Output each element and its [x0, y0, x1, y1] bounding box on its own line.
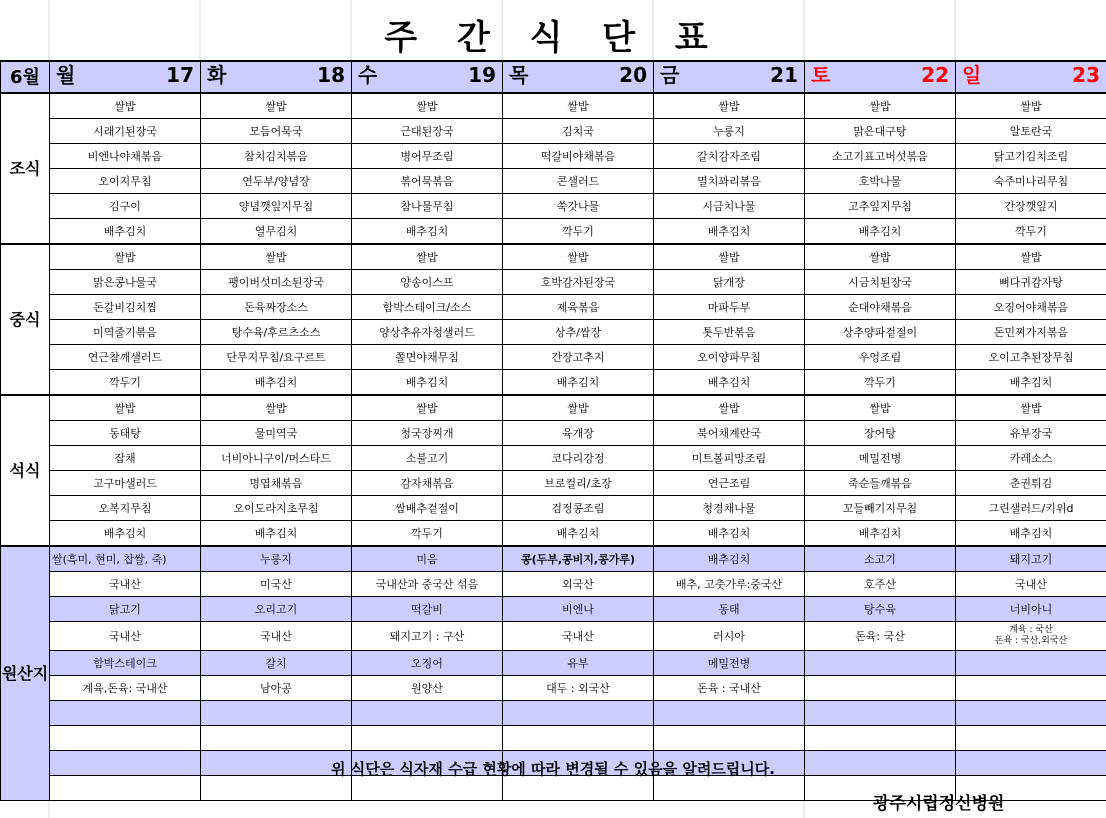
menu-row: [1, 345, 1106, 370]
menu-cell-fri: 연근조림: [654, 471, 805, 496]
menu-cell-sun: 쌀밥: [956, 244, 1106, 270]
menu-cell-sun: 숙주미나리무침: [956, 169, 1106, 194]
menu-cell-sun: 오이고추된장무침: [956, 345, 1106, 370]
origin-cell-fri: [654, 776, 805, 801]
menu-row: [1, 270, 1106, 295]
menu-cell-tue: 쌀밥: [201, 244, 352, 270]
menu-cell-wed: 배추김치: [352, 219, 503, 245]
menu-cell-fri: 북어채계란국: [654, 421, 805, 446]
menu-cell-tue: 양념깻잎지무침: [201, 194, 352, 219]
menu-row: [1, 446, 1106, 471]
origin-cell-wed: 미음: [352, 546, 503, 572]
menu-cell-thu: 브로컬리/초장: [503, 471, 654, 496]
menu-cell-sun: 유부장국: [956, 421, 1106, 446]
day-header-mon: [50, 61, 201, 93]
menu-cell-thu: 배추김치: [503, 521, 654, 547]
menu-cell-mon: 잡채: [50, 446, 201, 471]
menu-cell-sat: 쌀밥: [805, 93, 956, 119]
origin-cell-wed: 오징어: [352, 651, 503, 676]
menu-cell-fri: 배추김치: [654, 370, 805, 396]
origin-cell-tue: 남아공: [201, 676, 352, 701]
menu-row: [1, 395, 1106, 421]
origin-cell-sun: [956, 676, 1106, 701]
menu-cell-sat: 깍두기: [805, 370, 956, 396]
origin-cell-sun: [956, 651, 1106, 676]
menu-cell-mon: 쌀밥: [50, 244, 201, 270]
menu-row: [1, 194, 1106, 219]
origin-cell-mon: [50, 776, 201, 801]
menu-cell-wed: 청국장찌개: [352, 421, 503, 446]
origin-cell-wed: [352, 726, 503, 751]
menu-cell-fri: 쌀밥: [654, 395, 805, 421]
menu-cell-thu: 호박감자된장국: [503, 270, 654, 295]
origin-cell-fri: 러시아: [654, 622, 805, 651]
menu-cell-fri: 시금치나물: [654, 194, 805, 219]
day-number: 20: [619, 63, 647, 87]
menu-cell-wed: 쌀밥: [352, 93, 503, 119]
day-header-wed: [352, 61, 503, 93]
day-number: 23: [1072, 63, 1100, 87]
origin-cell-thu: 유부: [503, 651, 654, 676]
origin-row: [1, 651, 1106, 676]
menu-cell-sun: 쌀밥: [956, 93, 1106, 119]
menu-cell-sat: 상추양파겉절이: [805, 320, 956, 345]
menu-cell-sun: 간장깻잎지: [956, 194, 1106, 219]
menu-cell-mon: 비엔나야채볶음: [50, 144, 201, 169]
origin-line: 돈육 : 국산,외국산: [994, 636, 1068, 646]
menu-cell-mon: 쌀밥: [50, 395, 201, 421]
menu-cell-tue: 단무지무침/요구르트: [201, 345, 352, 370]
menu-cell-sat: 죽순들깨볶음: [805, 471, 956, 496]
menu-cell-tue: 배추김치: [201, 521, 352, 547]
menu-cell-sun: 알토란국: [956, 119, 1106, 144]
origin-cell-sun: 너비아니: [956, 597, 1106, 622]
menu-row: [1, 370, 1106, 396]
menu-cell-sat: 쌀밥: [805, 395, 956, 421]
menu-cell-thu: 콘샐러드: [503, 169, 654, 194]
origin-cell-mon: 함박스테이크: [50, 651, 201, 676]
menu-cell-sun: 오징어야채볶음: [956, 295, 1106, 320]
origin-cell-fri: 배추, 고춧가루:중국산: [654, 572, 805, 597]
menu-cell-wed: 볶어묵볶음: [352, 169, 503, 194]
origin-label: 원산지: [1, 546, 50, 801]
origin-cell-mon: [50, 701, 201, 726]
menu-cell-sat: 꼬들빼기지무침: [805, 496, 956, 521]
menu-row: [1, 244, 1106, 270]
menu-row: [1, 144, 1106, 169]
menu-row: [1, 119, 1106, 144]
menu-cell-fri: 닭개장: [654, 270, 805, 295]
origin-cell-sat: [805, 726, 956, 751]
origin-cell-fri: [654, 701, 805, 726]
menu-cell-thu: 쌀밥: [503, 244, 654, 270]
menu-cell-tue: 팽이버섯미소된장국: [201, 270, 352, 295]
menu-cell-fri: 오이양파무침: [654, 345, 805, 370]
day-name: 목: [509, 63, 529, 87]
menu-row: [1, 93, 1106, 119]
origin-cell-mon: [50, 726, 201, 751]
day-header-sun: [956, 61, 1106, 93]
day-header-sat: [805, 61, 956, 93]
origin-cell-sat: [805, 701, 956, 726]
menu-row: [1, 471, 1106, 496]
menu-cell-wed: 깍두기: [352, 521, 503, 547]
origin-cell-thu: 국내산: [503, 622, 654, 651]
day-name: 금: [660, 63, 680, 87]
origin-cell-wed: 국내산과 중국산 섞음: [352, 572, 503, 597]
menu-cell-tue: 명엽채볶음: [201, 471, 352, 496]
menu-cell-wed: 양송이스프: [352, 270, 503, 295]
menu-cell-fri: 청경채나물: [654, 496, 805, 521]
menu-row: [1, 219, 1106, 245]
menu-cell-fri: 멸치꽈리볶음: [654, 169, 805, 194]
menu-cell-mon: 돈갈비김치찜: [50, 295, 201, 320]
origin-cell-mon: 쌀(흑미, 현미, 찹쌀, 죽): [50, 546, 201, 572]
menu-cell-fri: 마파두부: [654, 295, 805, 320]
origin-cell-tue: [201, 726, 352, 751]
menu-cell-mon: 배추김치: [50, 219, 201, 245]
origin-cell-tue: 누룽지: [201, 546, 352, 572]
origin-cell-thu: [503, 776, 654, 801]
origin-cell-tue: 국내산: [201, 622, 352, 651]
menu-cell-tue: 배추김치: [201, 370, 352, 396]
origin-cell-mon: 국내산: [50, 622, 201, 651]
origin-cell-thu: [503, 701, 654, 726]
day-name: 토: [811, 63, 831, 87]
menu-cell-wed: 쌀밥: [352, 395, 503, 421]
menu-cell-thu: 코다리강정: [503, 446, 654, 471]
origin-row: [1, 701, 1106, 726]
menu-cell-thu: 쌀밥: [503, 93, 654, 119]
menu-cell-sat: 순대야채볶음: [805, 295, 956, 320]
menu-cell-sat: 쌀밥: [805, 244, 956, 270]
menu-cell-sat: 배추김치: [805, 219, 956, 245]
menu-cell-thu: 육개장: [503, 421, 654, 446]
menu-cell-sat: 시금치된장국: [805, 270, 956, 295]
menu-cell-mon: 오복지무침: [50, 496, 201, 521]
origin-cell-sat: 소고기: [805, 546, 956, 572]
menu-row: [1, 521, 1106, 547]
menu-cell-thu: 쌀밥: [503, 395, 654, 421]
origin-cell-thu: 비엔나: [503, 597, 654, 622]
menu-cell-wed: 소불고기: [352, 446, 503, 471]
menu-cell-sun: 닭고기김치조림: [956, 144, 1106, 169]
menu-cell-sat: 맑은대구탕: [805, 119, 956, 144]
menu-cell-thu: 간장고추지: [503, 345, 654, 370]
day-number: 19: [468, 63, 496, 87]
origin-cell-wed: 떡갈비: [352, 597, 503, 622]
menu-cell-thu: 김치국: [503, 119, 654, 144]
menu-cell-mon: 쌀밥: [50, 93, 201, 119]
menu-cell-sun: 그린샐러드/키위d: [956, 496, 1106, 521]
menu-cell-tue: 쌀밥: [201, 395, 352, 421]
menu-cell-sat: 장어탕: [805, 421, 956, 446]
menu-row: [1, 320, 1106, 345]
menu-cell-wed: 쌈배추겉절이: [352, 496, 503, 521]
origin-cell-thu: 외국산: [503, 572, 654, 597]
origin-cell-sat: 돈육: 국산: [805, 622, 956, 651]
meal-label: 조식: [1, 93, 50, 244]
menu-cell-thu: 검정콩조림: [503, 496, 654, 521]
menu-cell-mon: 배추김치: [50, 521, 201, 547]
origin-row: [1, 546, 1106, 572]
origin-cell-wed: [352, 701, 503, 726]
menu-cell-sun: 뼈다귀감자탕: [956, 270, 1106, 295]
month-label: 6월: [1, 61, 50, 93]
menu-cell-sat: 고추잎지무침: [805, 194, 956, 219]
menu-cell-sun: 카레소스: [956, 446, 1106, 471]
menu-cell-sun: 배추김치: [956, 521, 1106, 547]
menu-cell-fri: 누룽지: [654, 119, 805, 144]
origin-cell-tue: [201, 701, 352, 726]
menu-cell-sat: 메밀전병: [805, 446, 956, 471]
origin-line: 계육 : 국산: [1009, 625, 1053, 635]
menu-row: [1, 295, 1106, 320]
origin-cell-wed: 돼지고기 : 구산: [352, 622, 503, 651]
menu-cell-thu: 상추/쌈장: [503, 320, 654, 345]
origin-cell-tue: 미국산: [201, 572, 352, 597]
page-title: 주 간 식 단 표: [384, 18, 722, 58]
menu-cell-fri: 배추김치: [654, 219, 805, 245]
origin-row: [1, 597, 1106, 622]
origin-cell-fri: [654, 726, 805, 751]
origin-row: [1, 676, 1106, 701]
menu-cell-sat: 호박나물: [805, 169, 956, 194]
menu-cell-wed: 쌀밥: [352, 244, 503, 270]
menu-cell-sat: 소고기표고버섯볶음: [805, 144, 956, 169]
day-name: 월: [56, 63, 76, 87]
meal-label: 중식: [1, 244, 50, 395]
menu-row: [1, 169, 1106, 194]
origin-cell-mon: 계육,돈육: 국내산: [50, 676, 201, 701]
day-header-row: [1, 61, 1106, 93]
menu-cell-thu: 떡갈비야채볶음: [503, 144, 654, 169]
origin-cell-tue: 갈치: [201, 651, 352, 676]
origin-cell-sat: [805, 651, 956, 676]
origin-cell-mon: 닭고기: [50, 597, 201, 622]
menu-cell-mon: 맑은콩나물국: [50, 270, 201, 295]
menu-cell-tue: 참치김치볶음: [201, 144, 352, 169]
menu-cell-tue: 탕수육/후르츠소스: [201, 320, 352, 345]
menu-cell-wed: 병어무조림: [352, 144, 503, 169]
day-number: 18: [317, 63, 345, 87]
menu-cell-wed: 배추김치: [352, 370, 503, 396]
menu-cell-tue: 돈육짜장소스: [201, 295, 352, 320]
origin-cell-sat: 호주산: [805, 572, 956, 597]
day-number: 22: [921, 63, 949, 87]
menu-cell-fri: 미트볼피망조림: [654, 446, 805, 471]
menu-row: [1, 496, 1106, 521]
menu-cell-fri: 톳두반볶음: [654, 320, 805, 345]
origin-row: [1, 622, 1106, 651]
origin-row: [1, 572, 1106, 597]
origin-cell-wed: 원양산: [352, 676, 503, 701]
menu-cell-sun: 쌀밥: [956, 395, 1106, 421]
menu-cell-thu: 쑥갓나물: [503, 194, 654, 219]
menu-cell-fri: 배추김치: [654, 521, 805, 547]
day-header-fri: [654, 61, 805, 93]
origin-cell-thu: [503, 726, 654, 751]
origin-cell-fri: 돈육 : 국내산: [654, 676, 805, 701]
menu-cell-wed: 양상추유자청샐러드: [352, 320, 503, 345]
menu-cell-sun: 돈민찌가지볶음: [956, 320, 1106, 345]
meal-label: 석식: [1, 395, 50, 546]
menu-cell-tue: 연두부/양념장: [201, 169, 352, 194]
menu-cell-wed: 참나물무침: [352, 194, 503, 219]
menu-cell-sat: 우엉조림: [805, 345, 956, 370]
origin-cell-sat: [805, 676, 956, 701]
menu-cell-mon: 깍두기: [50, 370, 201, 396]
menu-cell-mon: 김구이: [50, 194, 201, 219]
origin-cell-sun: [956, 622, 1106, 651]
origin-cell-mon: 국내산: [50, 572, 201, 597]
menu-cell-fri: 쌀밥: [654, 93, 805, 119]
menu-cell-fri: 갈치감자조림: [654, 144, 805, 169]
day-number: 17: [166, 63, 194, 87]
day-header-tue: [201, 61, 352, 93]
menu-cell-wed: 쫄면야채무침: [352, 345, 503, 370]
menu-cell-mon: 시래기된장국: [50, 119, 201, 144]
menu-cell-tue: 모듬어묵국: [201, 119, 352, 144]
origin-cell-sun: 돼지고기: [956, 546, 1106, 572]
origin-cell-thu: 콩(두부,콩비지,콩가루): [503, 546, 654, 572]
menu-cell-fri: 쌀밥: [654, 244, 805, 270]
origin-cell-sun: [956, 726, 1106, 751]
menu-cell-thu: 깍두기: [503, 219, 654, 245]
menu-cell-mon: 연근참깨샐러드: [50, 345, 201, 370]
menu-cell-sat: 배추김치: [805, 521, 956, 547]
menu-cell-tue: 오이도라지초무침: [201, 496, 352, 521]
origin-cell-fri: 배추김치: [654, 546, 805, 572]
origin-cell-thu: 대두 : 외국산: [503, 676, 654, 701]
menu-cell-tue: 물미역국: [201, 421, 352, 446]
menu-cell-wed: 함박스테이크/소스: [352, 295, 503, 320]
menu-cell-mon: 미역줄기볶음: [50, 320, 201, 345]
origin-cell-sun: [956, 701, 1106, 726]
menu-cell-wed: 감자채볶음: [352, 471, 503, 496]
menu-cell-sun: 춘권튀김: [956, 471, 1106, 496]
origin-cell-sun: 국내산: [956, 572, 1106, 597]
menu-cell-mon: 고구마샐러드: [50, 471, 201, 496]
menu-cell-tue: 열무김치: [201, 219, 352, 245]
menu-cell-sun: 깍두기: [956, 219, 1106, 245]
menu-table-body: [1, 61, 1106, 801]
menu-cell-mon: 동태탕: [50, 421, 201, 446]
menu-table: [0, 60, 1106, 801]
origin-cell-fri: 메밀전병: [654, 651, 805, 676]
origin-row: [1, 726, 1106, 751]
menu-cell-tue: 쌀밥: [201, 93, 352, 119]
notice-text: 위 식단은 식자재 수급 현황에 따라 변경될 수 있음을 알려드립니다.: [331, 760, 775, 778]
menu-cell-thu: 제육볶음: [503, 295, 654, 320]
menu-cell-mon: 오이지무침: [50, 169, 201, 194]
origin-cell-fri: 동태: [654, 597, 805, 622]
day-name: 일: [962, 63, 982, 87]
day-name: 화: [207, 63, 227, 87]
hospital-name: 광주시립정신병원: [873, 794, 1005, 814]
menu-cell-thu: 배추김치: [503, 370, 654, 396]
menu-cell-wed: 근대된장국: [352, 119, 503, 144]
menu-cell-sun: 배추김치: [956, 370, 1106, 396]
day-name: 수: [358, 63, 378, 87]
day-header-thu: [503, 61, 654, 93]
origin-cell-sat: 탕수육: [805, 597, 956, 622]
origin-cell-wed: [352, 776, 503, 801]
origin-cell-tue: [201, 776, 352, 801]
day-number: 21: [770, 63, 798, 87]
menu-row: [1, 421, 1106, 446]
origin-cell-tue: 오리고기: [201, 597, 352, 622]
menu-cell-tue: 너비아니구이/머스타드: [201, 446, 352, 471]
